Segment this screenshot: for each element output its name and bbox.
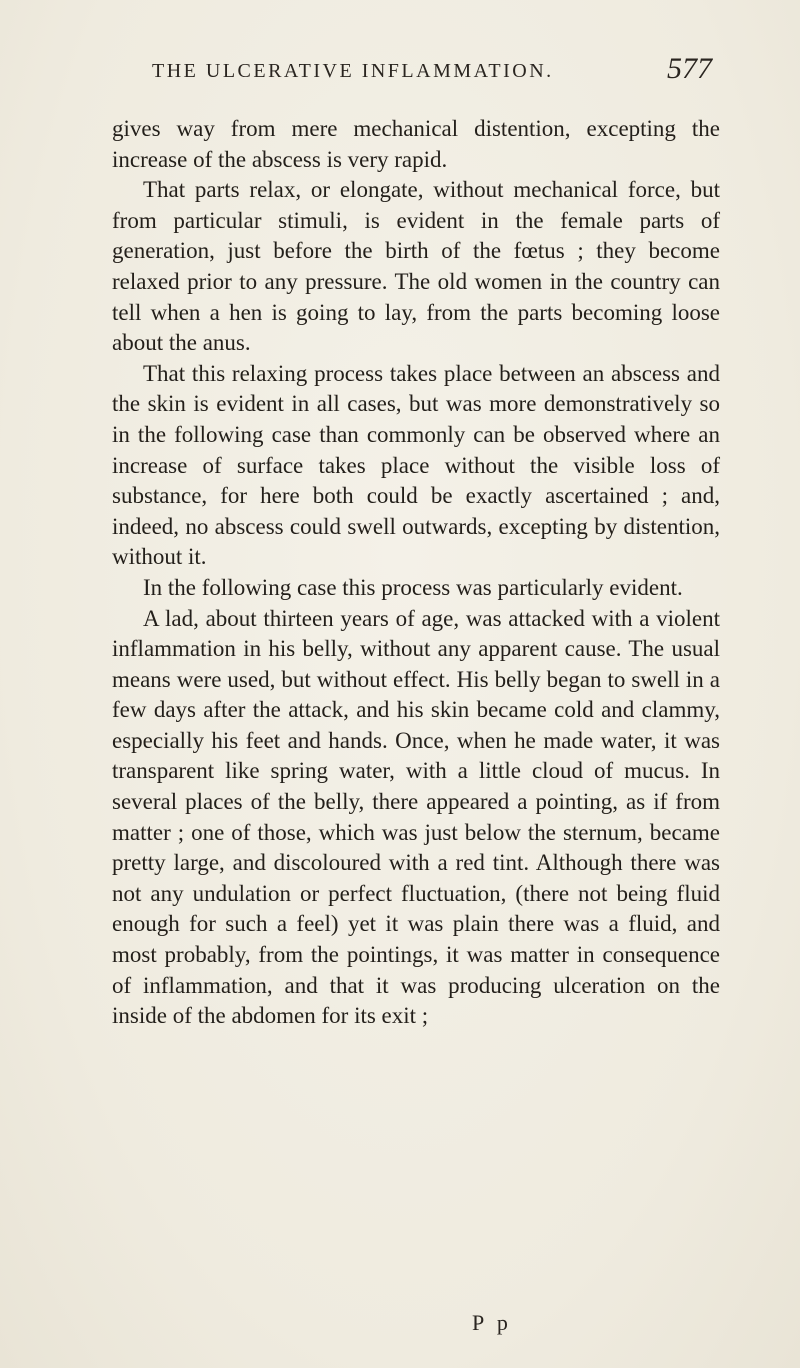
paragraph: That this relaxing process takes place between an abscess and the skin is evident in all cases, but was more demonstratively so in the following case than commonly can be observed where an increase of surface takes place without the visible loss of substance, for here both could be exactly ascertained ; and, indeed, no abscess could swell outwards, excepting by distention, without it. [112,360,720,570]
running-title: THE ULCERATIVE INFLAMMATION. [152,60,554,82]
body-text [112,114,720,1032]
page-number: 577 [667,52,712,85]
paragraph: That parts relax, or elongate, without mechanical force, but from particular stimuli, is evident in the female parts of generation, just before the birth of the fœtus ; they become relaxed prior to any pressure. The old women in the country can tell when a hen is going to lay, from the parts becoming loose about the anus. [112,177,720,356]
running-head [112,52,712,92]
paragraph: In the following case this process was particularly evident. [143,574,683,600]
paragraph-continued: gives way from mere mechanical distention, excepting the increase of the abscess is very rapid. [112,116,720,172]
signature-mark: P p [472,1310,512,1335]
paragraph: A lad, about thirteen years of age, was attacked with a violent inflammation in his belly, without any apparent cause. The usual means were used, but without effect. His belly began to swell in a few days after the attack, and his skin became cold and clammy, especially his feet and hands. Once, when he made water, it was transparent like spring water, with a little cloud of mucus. In several places of the belly, there appeared a pointing, as if from matter ; one of those, which was just below the sternum, became pretty large, and discoloured with a red tint. Although there was not any undulation or perfect fluctuation, (there not being fluid enough for such a feel) yet it was plain there was a fluid, and most probably, from the pointings, it was matter in consequence of inflammation, and that it was producing ulceration on the inside of the abdomen for its exit ; [112,605,720,1029]
